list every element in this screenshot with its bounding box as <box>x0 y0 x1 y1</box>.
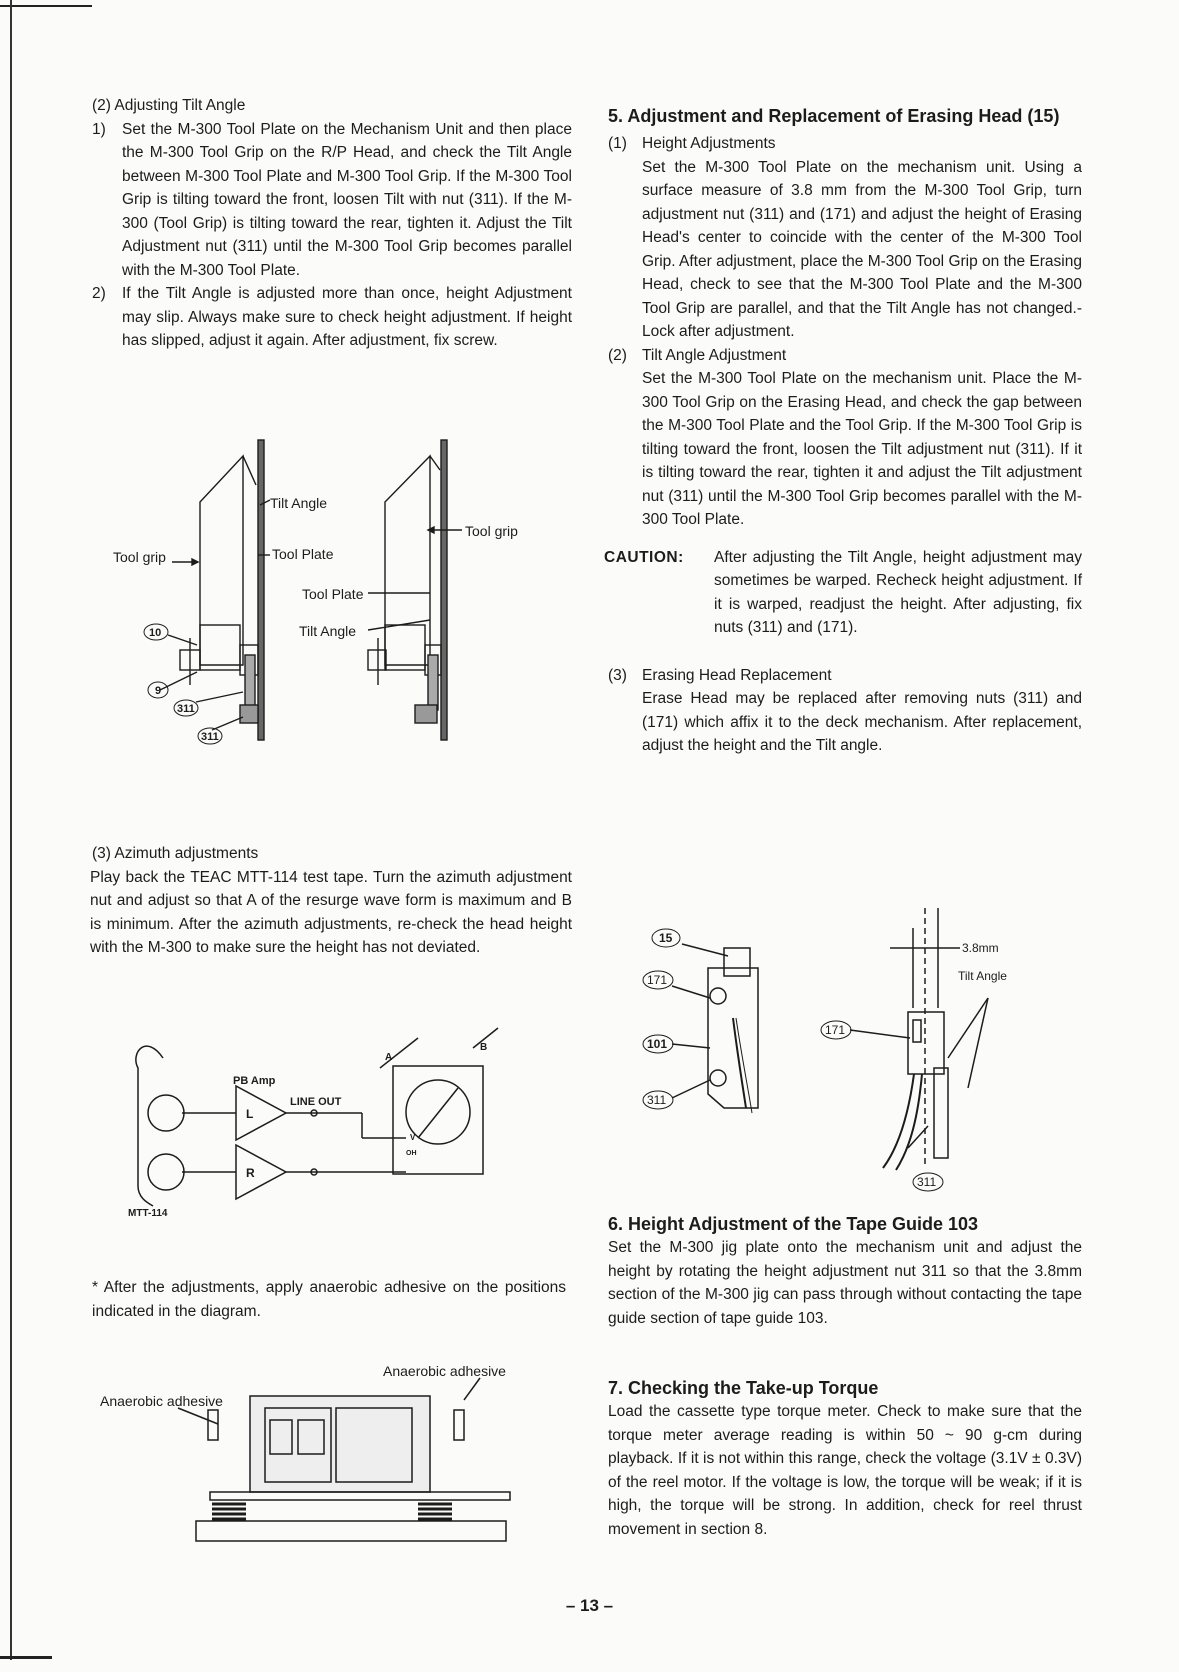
page-number: – 13 – <box>565 1596 614 1615</box>
section-5-title: 5. Adjustment and Replacement of Erasing Head (15) <box>608 106 1060 126</box>
section-7 <box>608 1376 1082 1541</box>
fig1-tool-grip: Tool grip <box>113 549 166 565</box>
azimuth-diagram <box>118 1028 518 1218</box>
sub1-label: (1) <box>608 135 627 152</box>
sub2-title: Tilt Angle Adjustment <box>642 346 787 364</box>
fig4-tag-311b: 311 <box>917 1175 937 1189</box>
sub2-heading <box>608 344 1082 368</box>
tilt-step-2 <box>92 282 572 353</box>
fig1-tag-10: 10 <box>149 627 162 639</box>
adhesive-diagram <box>100 1363 530 1548</box>
fig4-tag-101: 101 <box>647 1037 668 1051</box>
crop-mark-top <box>0 5 92 7</box>
fig1-tag-9: 9 <box>155 685 162 697</box>
fig1-tilt-angle-2: Tilt Angle <box>299 623 357 639</box>
page-edge-line <box>10 0 12 1660</box>
fig1-tilt-angle: Tilt Angle <box>270 495 328 511</box>
caution-text: After adjusting the Tilt Angle, height adjustment may sometimes be warped. Recheck height adjustment. If it is warped, readjust the height. After adjusting, fix nuts (311) and (171). <box>714 548 1082 636</box>
fig4-tag-311a: 311 <box>647 1093 667 1107</box>
fig4-tag-15: 15 <box>659 931 673 945</box>
tilt-step-2-text: If the Tilt Angle is adjusted more than once, height Adjustment may slip. Always make sure to check height adjustment. If height has slipped, adjust it again. After adjustment, fix screw. <box>122 285 572 349</box>
section-7-title: 7. Checking the Take-up Torque <box>608 1378 879 1398</box>
tilt-angle-title: (2) Adjusting Tilt Angle <box>92 97 246 114</box>
fig2-amp-l: L <box>246 1107 254 1121</box>
fig2-pb-amp: PB Amp <box>233 1075 276 1087</box>
fig1-tool-plate-2: Tool Plate <box>302 586 364 602</box>
tilt-step-1 <box>92 118 572 283</box>
adhesive-note-text: * After the adjustments, apply anaerobic adhesive on the positions indicated in the diagram. <box>92 1279 566 1320</box>
fig4-tag-171b: 171 <box>825 1023 846 1037</box>
section-6-text: Set the M-300 jig plate onto the mechanism unit and adjust the height by rotating the height adjustment nut 311 so that the 3.8mm section of the M-300 jig can pass through without contacting the tape guide section of tape guide 103. <box>608 1239 1082 1327</box>
fig4-dim: 3.8mm <box>962 941 999 955</box>
adhesive-note <box>92 1276 566 1323</box>
tilt-angle-section <box>92 94 572 353</box>
azimuth-title: (3) Azimuth adjustments <box>92 845 259 862</box>
caution-block <box>604 546 1082 640</box>
sub1-title: Height Adjustments <box>642 135 776 152</box>
fig2-tape: MTT-114 <box>128 1208 168 1219</box>
caution-label: CAUTION: <box>604 548 684 566</box>
fig2-a: A <box>385 1052 393 1063</box>
erasing-head-diagram <box>628 908 1078 1198</box>
tilt-step-2-label: 2) <box>92 285 106 302</box>
fig4-tilt-angle: Tilt Angle <box>958 969 1007 983</box>
tilt-angle-diagram <box>100 440 570 790</box>
fig2-amp-r: R <box>246 1166 255 1180</box>
sub3-label: (3) <box>608 666 627 684</box>
azimuth-section <box>92 842 572 960</box>
fig1-tag-311a: 311 <box>177 703 195 715</box>
fig3-adhesive-left: Anaerobic adhesive <box>100 1393 223 1409</box>
sub3-heading <box>608 664 1082 688</box>
section-5 <box>604 104 1082 758</box>
fig3-adhesive-right: Anaerobic adhesive <box>383 1363 506 1379</box>
section-6-title: 6. Height Adjustment of the Tape Guide 103 <box>608 1214 979 1234</box>
fig2-oh: OH <box>406 1150 417 1157</box>
section-6 <box>608 1212 1082 1330</box>
sub1-heading <box>608 132 1082 156</box>
fig2-b: B <box>480 1042 488 1053</box>
fig1-tool-plate: Tool Plate <box>272 546 334 562</box>
fig2-line-out: LINE OUT <box>290 1096 342 1108</box>
tilt-step-1-label: 1) <box>92 120 106 138</box>
fig1-tool-grip-2: Tool grip <box>465 523 518 539</box>
sub3-title: Erasing Head Replacement <box>642 666 832 684</box>
sub3-text: Erase Head may be replaced after removing nuts (311) and (171) which affix it to the deck mechanism. After replacement, adjust the height and the Tilt angle. <box>642 690 1082 754</box>
tilt-step-1-text: Set the M-300 Tool Plate on the Mechanism Unit and then place the M-300 Tool Grip on the R/P Head, and check the Tilt Angle between M-300 Tool Plate and M-300 Tool Grip. If the M-300 Tool Grip is tilting toward the front, loosen Tilt with nut (311). If the M-300 (Tool Grip) is tilting toward the rear, tighten it. Adjust the Tilt Adjustment nut (311) until the M-300 Tool Grip becomes parallel with the M-300 Tool Plate. <box>122 120 572 279</box>
fig2-v: V <box>410 1133 416 1142</box>
fig4-tag-171a: 171 <box>647 973 668 987</box>
sub2-label: (2) <box>608 346 627 364</box>
sub2-text: Set the M-300 Tool Plate on the mechanism unit. Place the M-300 Tool Grip on the Erasing Head, and check the gap between the M-300 Tool Plate and the Tool Grip. If the M-300 Tool Grip is tilting toward the front, loosen the Tilt adjustment nut (311). If it is tilting toward the rear, tighten it and adjust the Tilt adjustment nut (311) until the M-300 Tool Grip becomes parallel with the M-300 Tool Plate. <box>642 370 1082 528</box>
crop-mark-bottom <box>0 1656 52 1659</box>
section-7-text: Load the cassette type torque meter. Check to make sure that the torque meter average reading is within 50 ~ 90 g-cm during playback. If it is not within this range, check the voltage (3.1V ± 0.3V) of the reel motor. If the voltage is low, the torque will be weak; if it is high, the torque will be strong. In addition, check for reel thrust movement in section 8. <box>608 1403 1082 1538</box>
azimuth-text: Play back the TEAC MTT-114 test tape. Turn the azimuth adjustment nut and adjust so that A of the resurge wave form is maximum and B is minimum. After the azimuth adjustments, re-check the head height with the M-300 to make sure the height has not deviated. <box>90 868 572 956</box>
sub1-text: Set the M-300 Tool Plate on the mechanism unit. Using a surface measure of 3.8 mm from the M-300 Tool Grip, turn adjustment nut (311) and (171) and adjust the height of Erasing Head's center to coincide with the center of the M-300 Tool Grip. After adjustment, place the M-300 Tool Grip on the Erasing Head, check to see that the M-300 Tool Plate and the M-300 Tool Grip are parallel, and that the Tilt Angle has not changed.- Lock after adjustment. <box>642 158 1082 340</box>
fig1-tag-311b: 311 <box>201 731 219 743</box>
